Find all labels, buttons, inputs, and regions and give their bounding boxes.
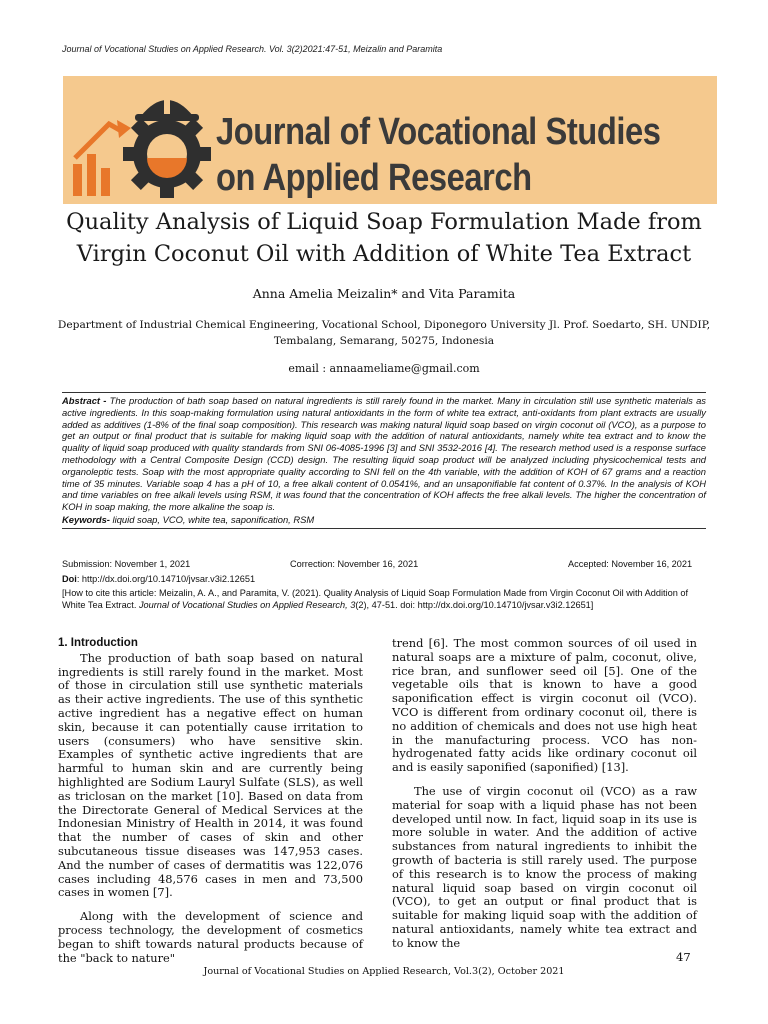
citation-journal: Journal of Vocational Studies on Applied Research, 3 [138, 600, 356, 610]
submission-date: Submission: November 1, 2021 [62, 559, 191, 569]
left-paragraph-1: The production of bath soap based on natural ingredients is still rarely found in the market. Most of those in circulation still use synthetic materials as their active ingredients. The use of this synthetic active ingredient has a negative effect on human skin, because it can potentially cause irritation to users (consumers) who have sensitive skin. Examples of synthetic active ingredients that are harmful to human skin and are currently being highlighted are Sodium Lauryl Sulfate (SLS), as well as triclosan on the market [10]. Based on data from the Directorate General of Medical Services at the Indonesian Ministry of Health in 2014, it was found that the number of cases of skin and other subcutaneous tissue diseases was 147,953 cases. And the number of cases of dermatitis was 122,076 cases including 48,576 cases in men and 73,500 cases in women [7]. [58, 650, 363, 900]
abstract-box [62, 392, 706, 529]
affiliation [50, 317, 718, 349]
author-email: email : annaameliame@gmail.com [288, 362, 480, 375]
accepted-date: Accepted: November 16, 2021 [568, 559, 693, 569]
doi-line [62, 574, 255, 584]
banner-line-1: Journal of Vocational Studies [216, 111, 661, 153]
page-number: 47 [676, 950, 691, 964]
page-footer: Journal of Vocational Studies on Applied Research, Vol.3(2), October 2021 [203, 966, 565, 977]
citation-suffix: (2), 47-51. doi: http://dx.doi.org/10.14710/jvsar.v3i2.12651] [355, 600, 594, 610]
running-head: Journal of Vocational Studies on Applied Research. Vol. 3(2)2021:47-51, Meizalin and Paramita [62, 44, 443, 54]
affiliation-line-2: Tembalang, Semarang, 50275, Indonesia [273, 335, 495, 347]
title-line-1: Quality Analysis of Liquid Soap Formulation Made from [66, 209, 702, 235]
right-paragraph-1: trend [6]. The most common sources of oil used in natural soaps are a mixture of palm, coconut, olive, rice bran, and sunflower seed oil [5]. One of the vegetable oils that is known to have a good saponification effect is virgin coconut oil (VCO). VCO is different from ordinary coconut oil, there is no addition of chemicals and does not use high heat in the manufacturing process. VCO has non-hydrogenated fatty acids like ordinary coconut oil and is easily saponified (saponified) [13]. [392, 636, 697, 775]
citation-prefix: [How to cite this article: Meizalin, A. A., and Paramita, V. (2021). Quality Analysis of Liquid Soap Formulation Made from Virgin Coconut Oil with Addition of White Tea Extract. [62, 588, 689, 610]
citation [62, 587, 708, 611]
right-column [392, 637, 697, 951]
affiliation-line-1: Department of Industrial Chemical Engineering, Vocational School, Diponegoro University Jl. Prof. Soedarto, SH. UNDIP, [57, 319, 711, 331]
section-heading-introduction: 1. Introduction [58, 637, 138, 649]
gear-hardhat-logo-icon [63, 76, 213, 204]
journal-banner [63, 76, 717, 204]
abstract-text: The production of bath soap based on natural ingredients is still rarely found in the market. Many in circulation still use synthetic materials as active ingredients. In this soap-making formulation using natural antioxidants in the form of white tea extract, anti-oxidants from plant extracts are usually added as additives (1-8% of the final soap composition). This research was making natural liquid soap based on virgin coconut oil (VCO), as a purpose to get an output or final product that is suitable for making liquid soap with the addition of natural antioxidants, namely white tea extract and to know the quality of liquid soap produced with quality standards from SNI 06-4085-1996 [3] and SNI 3532-2016 [4]. The research method used is a response surface methodology with a Central Composite Design (CCD) design. The resulting liquid soap product will be analyzed including physicochemical tests and organoleptic tests. Soap with the most appropriate quality according to SNI fell on the 4th variable, with the addition of KOH of 67 grams and a reaction time of 35 minutes. Variable soap 4 has a pH of 10, a free alkali content of 0.0541%, and an unsaponifiable fat content of 0.37%. In the analysis of KOH and time variables on free alkali levels using RSM, it was found that the concentration of KOH affects the free alkali levels. The higher the concentration of KOH in soap making, the more alkaline the soap is. [62, 395, 706, 513]
left-paragraph-2: Along with the development of science and process technology, the development of cosmetics began to shift towards natural products because of the "back to nature" [58, 909, 363, 965]
keywords-label: Keywords- [62, 513, 110, 525]
right-paragraph-2: The use of virgin coconut oil (VCO) as a raw material for soap with a liquid phase has not been developed until now. In fact, liquid soap in its use is more soluble in water. And the addition of active substances from natural ingredients to inhibit the growth of bacteria is still rarely used. The purpose of this research is to know the process of making natural liquid soap based on virgin coconut oil (VCO), to get an output or final product that is suitable for making liquid soap with the addition of natural antioxidants, namely white tea extract and to know the [392, 783, 697, 950]
abstract-label: Abstract - [62, 395, 107, 406]
left-column [58, 637, 363, 965]
doi-link[interactable]: : http://dx.doi.org/10.14710/jvsar.v3i2.12651 [76, 574, 256, 584]
keywords-line [62, 514, 706, 526]
keywords-text: liquid soap, VCO, white tea, saponification, RSM [109, 513, 315, 525]
title-line-2: Virgin Coconut Oil with Addition of White Tea Extract [76, 241, 692, 267]
correction-date: Correction: November 16, 2021 [290, 559, 419, 569]
authors: Anna Amelia Meizalin* and Vita Paramita [252, 286, 516, 301]
doi-label: Doi [62, 574, 77, 584]
abstract-paragraph [62, 395, 706, 513]
paper-title [40, 206, 728, 270]
banner-line-2: on Applied Research [216, 157, 532, 199]
